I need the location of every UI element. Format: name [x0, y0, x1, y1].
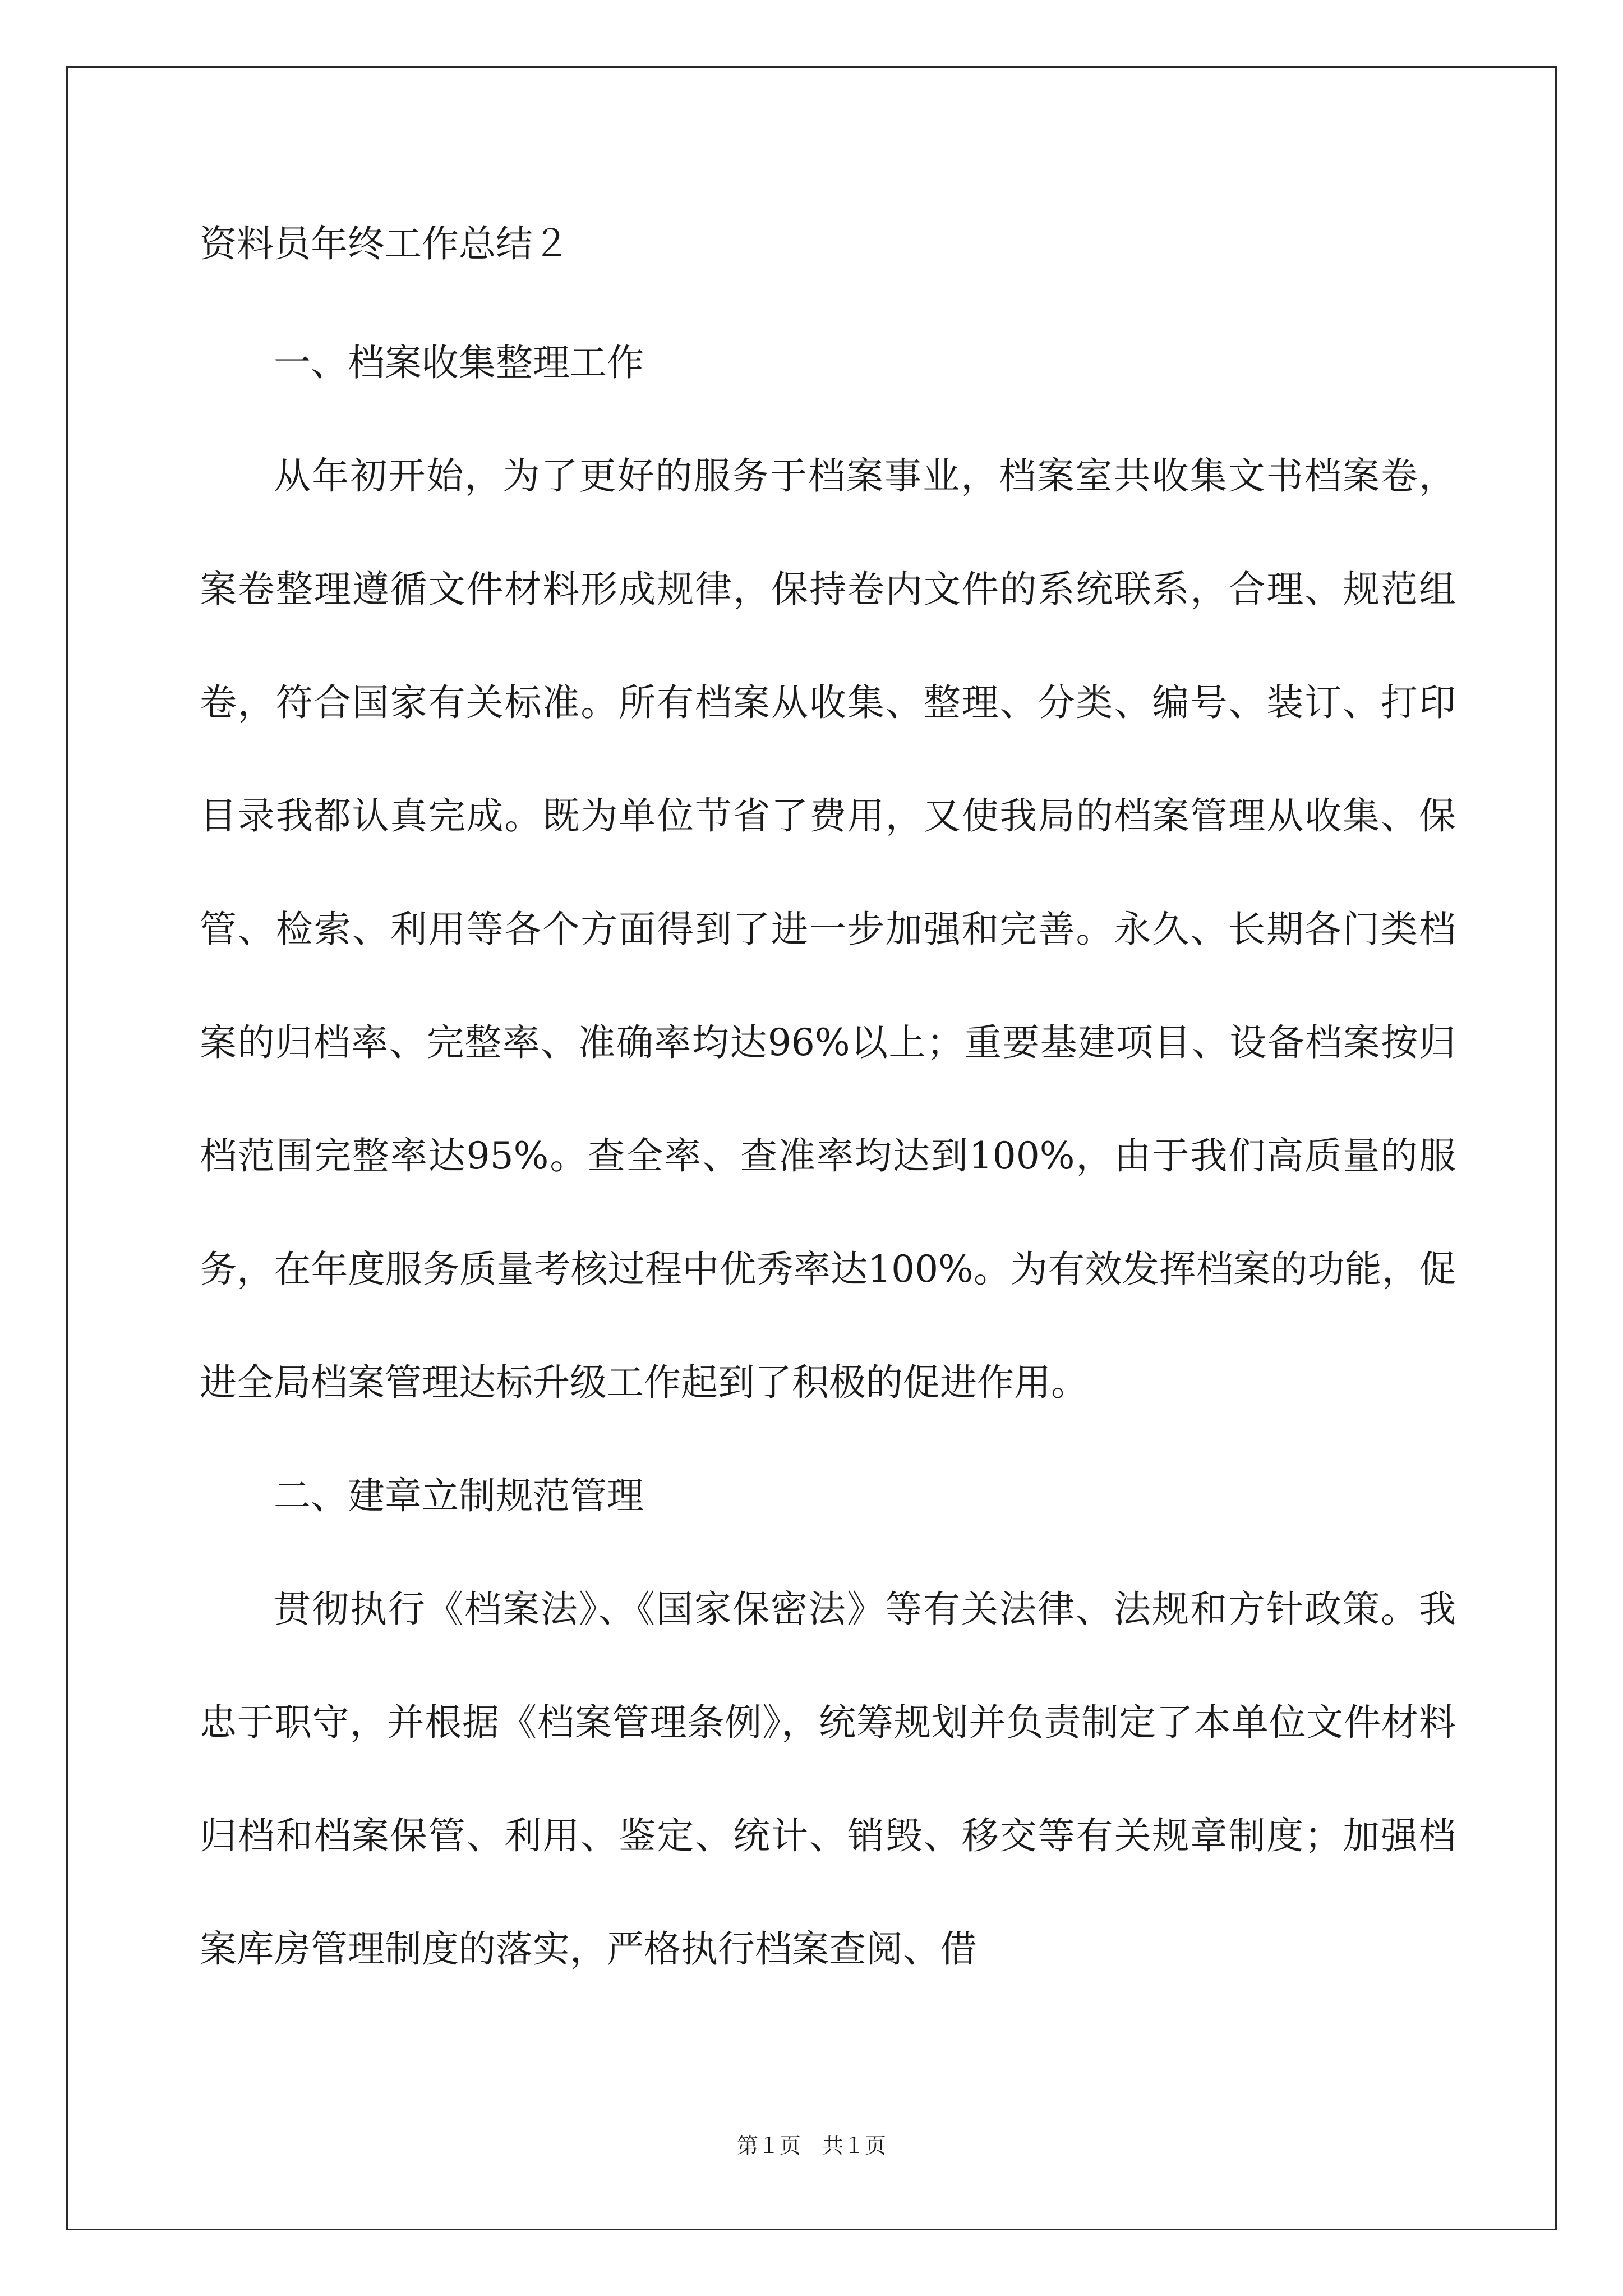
- document-title: 资料员年终工作总结２: [200, 222, 570, 265]
- page-footer: 第１页 共１页: [736, 2133, 886, 2158]
- section-heading-archive-collection: 一、档案收集整理工作: [274, 341, 644, 384]
- paragraph-archive-collection: 从年初开始，为了更好的服务于档案事业，档案室共收集文书档案卷，案卷整理遵循文件材料形成规律，保持卷内文件的系统联系，合理、规范组卷，符合国家有关标准。所有档案从收集、整理、分类、编号、装订、打印目录我都认真完成。既为单位节省了费用，又使我局的档案管理从收集、保管、检索、利用等各个方面得到了进一步加强和完善。永久、长期各门类档案的归档率、完整率、准确率均达96%以上；重要基建项目、设备档案按归档范围完整率达95%。查全率、查准率均达到100%，由于我们高质量的服务，在年度服务质量考核过程中优秀率达100%。为有效发挥档案的功能，促进全局档案管理达标升级工作起到了积极的促进作用。: [200, 454, 1456, 1404]
- section-heading-regulations: 二、建章立制规范管理: [274, 1474, 644, 1517]
- document-body: [200, 219, 1456, 2006]
- paragraph-regulations: 贯彻执行《档案法》、《国家保密法》等有关法律、法规和方针政策。我忠于职守，并根据《档案管理条例》，统筹规划并负责制定了本单位文件材料归档和档案保管、利用、鉴定、统计、销毁、移交等有关规章制度；加强档案库房管理制度的落实，严格执行档案查阅、借: [200, 1588, 1456, 1971]
